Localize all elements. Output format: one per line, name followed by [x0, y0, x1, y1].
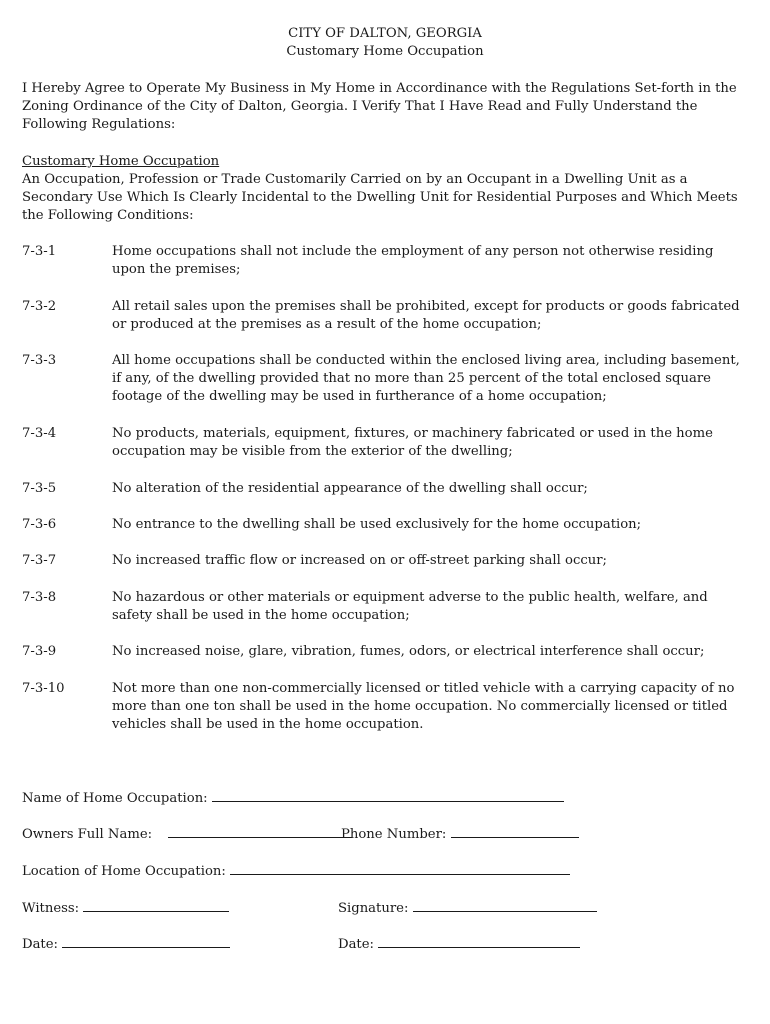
- phone-number-input[interactable]: [451, 825, 579, 838]
- document-title: CITY OF DALTON, GEORGIA: [288, 26, 482, 41]
- section-text: No hazardous or other materials or equipment adverse to the public health, welfare, and safety shall be used in the home occupation;: [112, 590, 708, 623]
- owner-name-input[interactable]: [168, 825, 352, 838]
- home-occupation-name-input[interactable]: [212, 789, 564, 802]
- section-text: All retail sales upon the premises shall be prohibited, except for products or goods fabricated or produced at the premises as a result of the home occupation;: [112, 299, 740, 332]
- witness-date-input[interactable]: [62, 935, 230, 948]
- signature-date-field: [338, 935, 580, 954]
- owner-name-field: [22, 825, 352, 844]
- section-text: No products, materials, equipment, fixtures, or machinery fabricated or used in the home occupation may be visible from the exterior of the dwelling;: [112, 426, 713, 459]
- location-field: [22, 862, 570, 881]
- section-number: 7-3-2: [22, 299, 57, 314]
- section-text: No increased traffic flow or increased on or off-street parking shall occur;: [112, 553, 607, 568]
- document-subtitle: Customary Home Occupation: [286, 44, 484, 59]
- witness-date-field: [22, 935, 230, 954]
- section-number: 7-3-7: [22, 553, 57, 568]
- section-number: 7-3-3: [22, 353, 57, 368]
- section-number: 7-3-9: [22, 644, 57, 659]
- phone-number-field: [341, 825, 579, 844]
- signature-date-input[interactable]: [378, 935, 580, 948]
- section-text: No increased noise, glare, vibration, fumes, odors, or electrical interference shall occur;: [112, 644, 705, 659]
- witness-field: [22, 899, 229, 918]
- home-occupation-name-label: Name of Home Occupation:: [22, 791, 208, 806]
- section-text: All home occupations shall be conducted within the enclosed living area, including basement, if any, of the dwelling provided that no more than 25 percent of the total enclosed square footage of the dwelling may be used in furtherance of a home occupation;: [112, 353, 740, 404]
- section-text: No alteration of the residential appearance of the dwelling shall occur;: [112, 481, 588, 496]
- signature-field: [338, 899, 597, 918]
- section-text: Home occupations shall not include the employment of any person not otherwise residing upon the premises;: [112, 244, 714, 277]
- owner-name-label: Owners Full Name:: [22, 827, 153, 842]
- witness-label: Witness:: [22, 901, 80, 916]
- signature-input[interactable]: [413, 899, 597, 912]
- section-number: 7-3-8: [22, 590, 57, 605]
- phone-number-label: Phone Number:: [341, 827, 447, 842]
- location-label: Location of Home Occupation:: [22, 864, 226, 879]
- section-number: 7-3-5: [22, 481, 57, 496]
- section-text: Not more than one non-commercially licensed or titled vehicle with a carrying capacity of no more than one ton shall be used in the home occupation. No commercially licensed or titled vehicles shall be used in the home occupation.: [112, 681, 735, 732]
- witness-input[interactable]: [83, 899, 229, 912]
- witness-date-label: Date:: [22, 937, 58, 952]
- definition-text: An Occupation, Profession or Trade Customarily Carried on by an Occupant in a Dwelling Unit as a Secondary Use Which Is Clearly Incidental to the Dwelling Unit for Residential Purposes and Which Meets the Following Conditions:: [22, 172, 738, 223]
- section-text: No entrance to the dwelling shall be used exclusively for the home occupation;: [112, 517, 642, 532]
- home-occupation-name-field: [22, 789, 564, 808]
- section-number: 7-3-1: [22, 244, 57, 259]
- signature-date-label: Date:: [338, 937, 374, 952]
- definition-heading: Customary Home Occupation: [22, 154, 220, 169]
- intro-paragraph: I Hereby Agree to Operate My Business in My Home in Accordinance with the Regulations Set-forth in the Zoning Ordinance of the City of Dalton, Georgia. I Verify That I Have Read and Fully Understand the Following Regulations:: [22, 81, 737, 132]
- section-number: 7-3-4: [22, 426, 57, 441]
- location-input[interactable]: [230, 862, 570, 875]
- signature-label: Signature:: [338, 901, 409, 916]
- section-number: 7-3-6: [22, 517, 57, 532]
- section-number: 7-3-10: [22, 681, 65, 696]
